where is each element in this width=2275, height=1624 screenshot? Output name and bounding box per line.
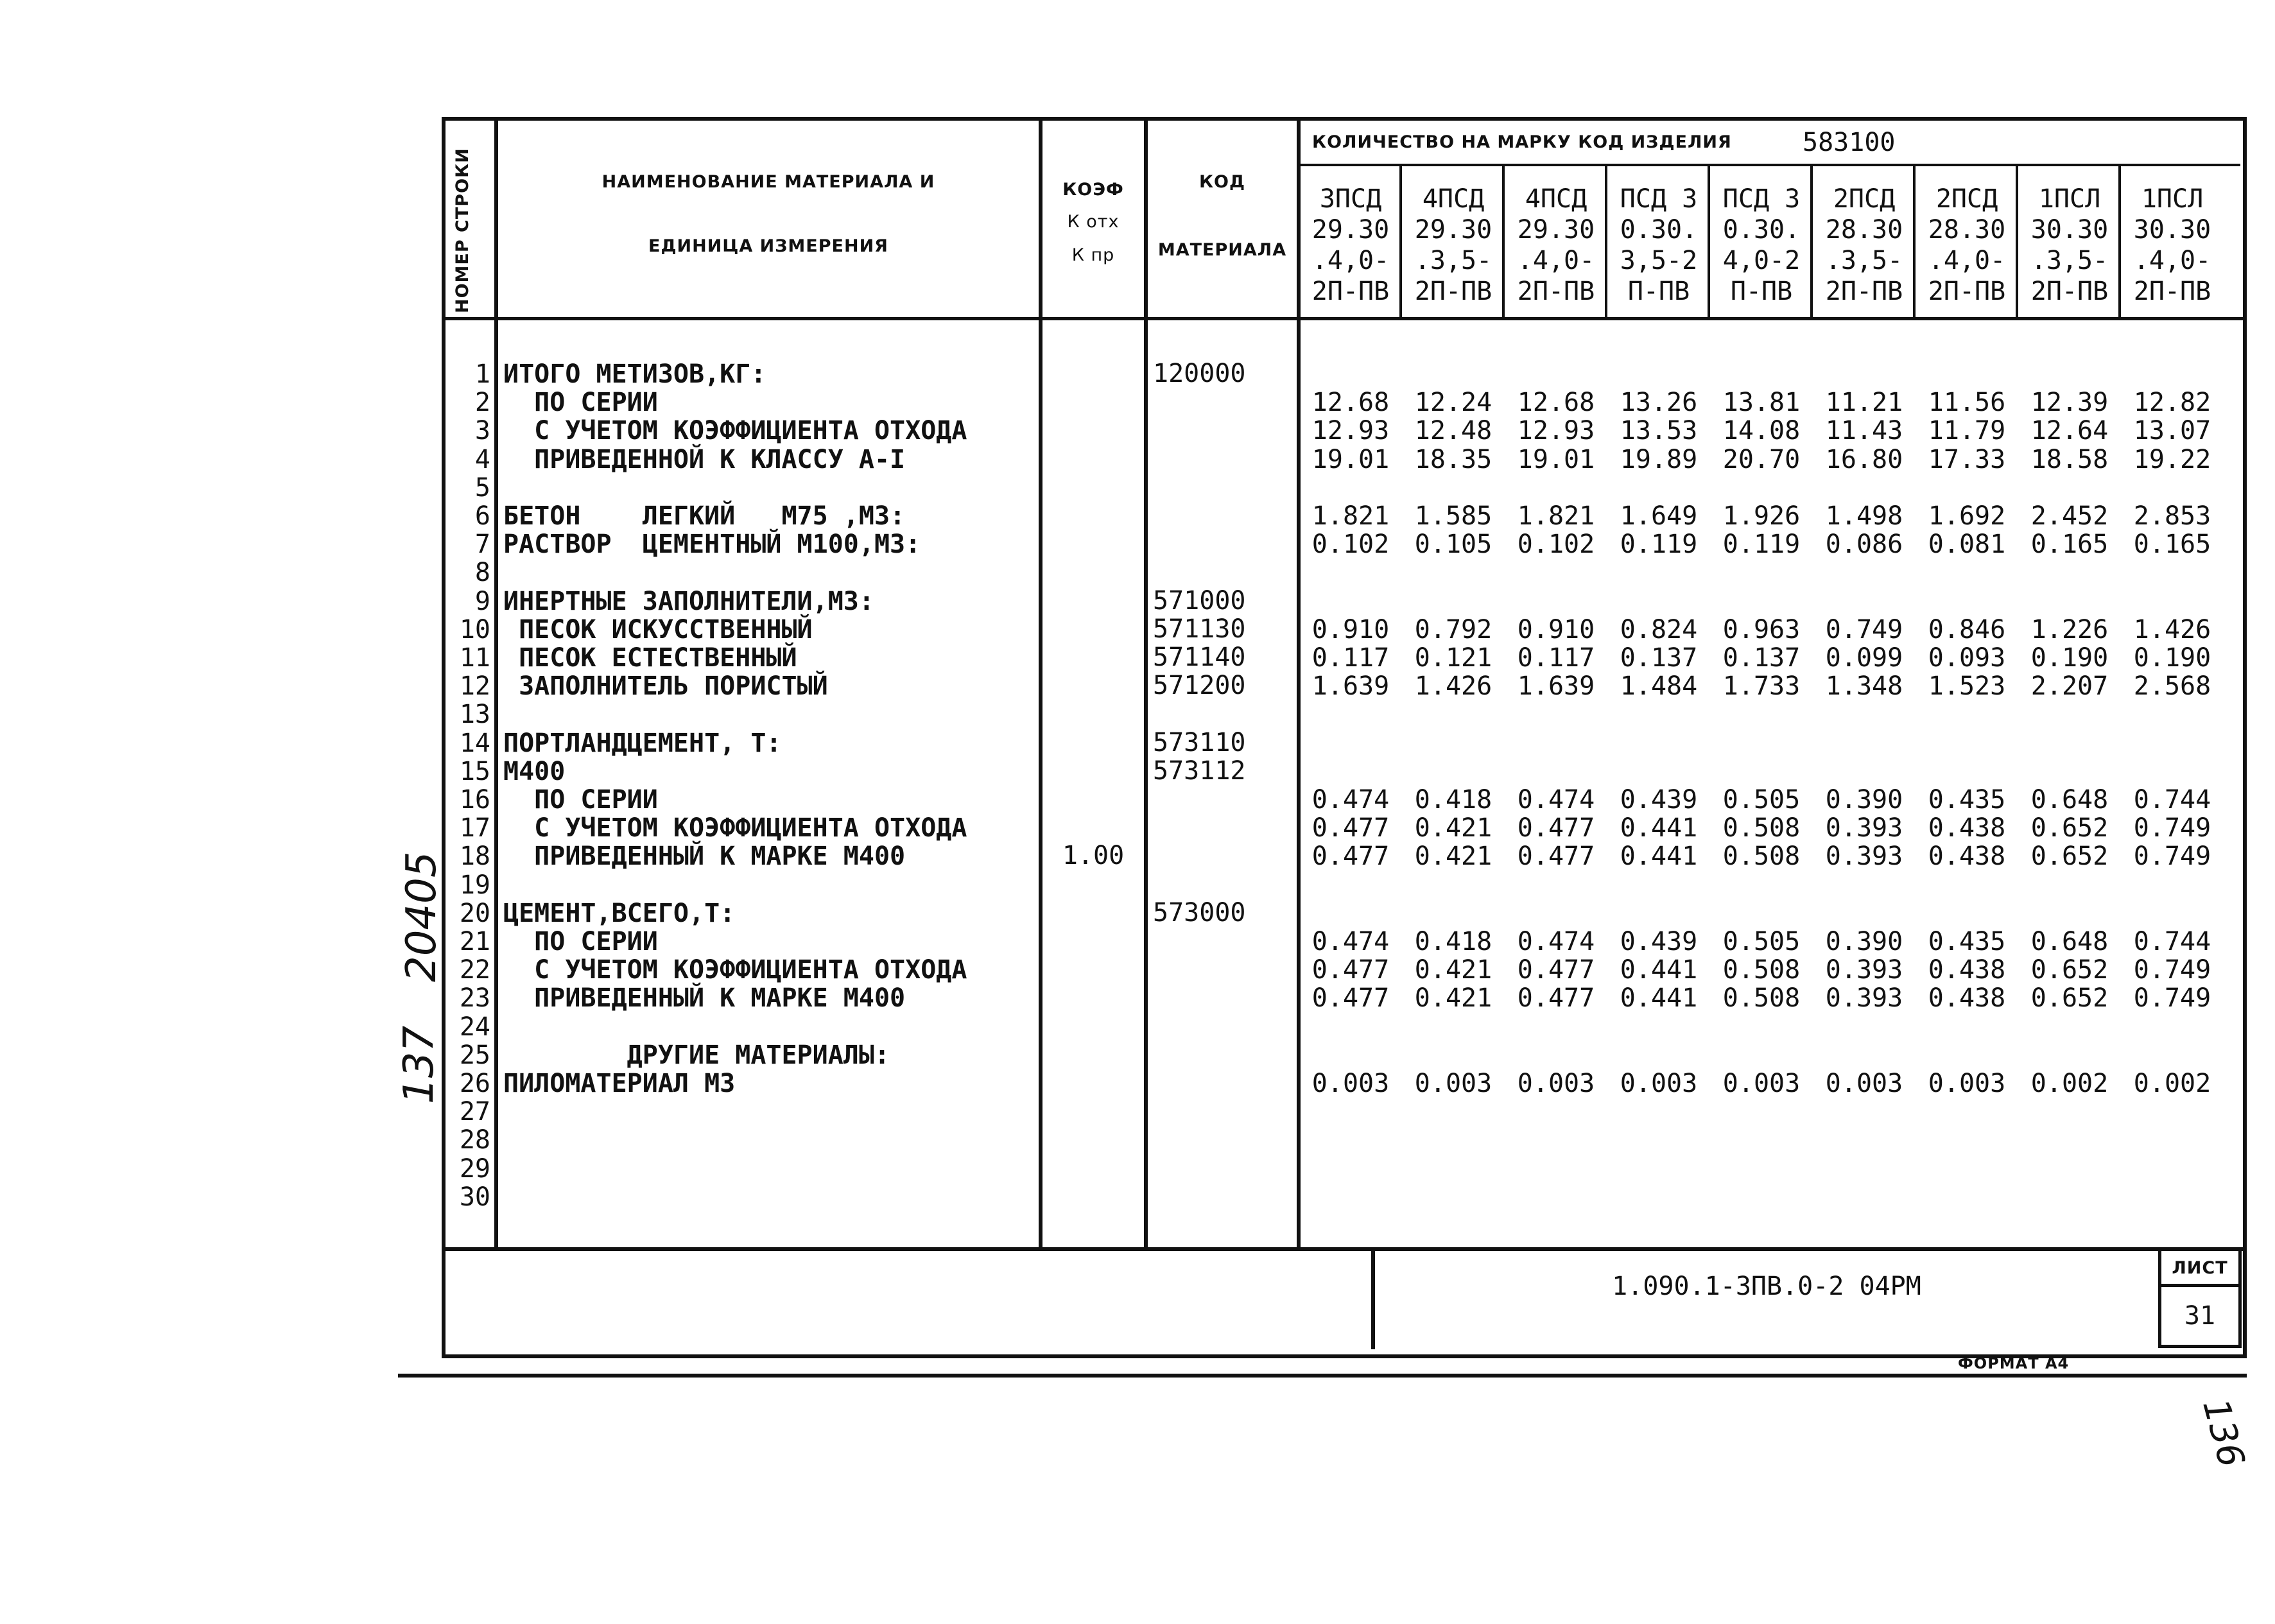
quantity-cell: 12.48 (1414, 416, 1492, 445)
quantity-cell: 12.68 (1517, 388, 1595, 417)
quantity-cell: 0.441 (1620, 842, 1698, 871)
quantity-cell: 2.853 (2133, 501, 2211, 531)
quantity-cell: 0.418 (1414, 927, 1492, 956)
material-name: ИТОГО МЕТИЗОВ,КГ: (503, 359, 766, 389)
product-mark-header-line: 3ПСД (1319, 184, 1382, 214)
quantity-cell: 0.474 (1311, 785, 1390, 815)
quantity-cell: 20.70 (1722, 445, 1801, 474)
quantity-cell: 0.418 (1414, 785, 1492, 815)
quantity-cell: 0.393 (1825, 842, 1903, 871)
quantity-cell: 11.21 (1825, 388, 1903, 417)
quantity-cell: 0.421 (1414, 983, 1492, 1013)
quantity-cell: 0.137 (1722, 643, 1801, 673)
quantity-cell: 0.652 (2030, 983, 2109, 1013)
row-number: 27 (459, 1097, 490, 1127)
quantity-cell: 0.102 (1311, 530, 1390, 559)
row-number: 30 (459, 1182, 490, 1212)
archive-number: 20405 (398, 851, 445, 982)
row-number: 12 (459, 671, 490, 701)
quantity-cell: 0.910 (1517, 615, 1595, 644)
quantity-cell: 2.568 (2133, 671, 2211, 701)
row-number: 22 (459, 955, 490, 985)
material-name: С УЧЕТОМ КОЭФФИЦИЕНТА ОТХОДА (503, 955, 967, 985)
quantity-cell: 1.639 (1517, 671, 1595, 701)
row-number: 8 (474, 558, 490, 587)
quantity-cell: 0.438 (1928, 955, 2006, 985)
quantity-cell: 0.086 (1825, 530, 1903, 559)
quantity-cell: 1.426 (2133, 615, 2211, 644)
product-mark-header-line: 2П-ПВ (1414, 277, 1492, 306)
quantity-cell: 0.003 (1722, 1069, 1801, 1098)
quantity-cell: 0.119 (1620, 530, 1698, 559)
quantity-cell: 0.165 (2030, 530, 2109, 559)
quantity-cell: 0.441 (1620, 813, 1698, 843)
row-number: 19 (459, 870, 490, 900)
code-header-line1: КОД (1198, 172, 1246, 192)
quantity-cell: 0.117 (1517, 643, 1595, 673)
material-name: ПЕСОК ИСКУССТВЕННЫЙ (503, 615, 813, 644)
quantity-cell: 0.439 (1620, 927, 1698, 956)
row-number: 28 (459, 1125, 490, 1155)
quantity-cell: 0.441 (1620, 955, 1698, 985)
name-header-line2: ЕДИНИЦА ИЗМЕРЕНИЯ (648, 236, 888, 256)
quantity-cell: 0.648 (2030, 927, 2109, 956)
quantity-cell: 0.508 (1722, 842, 1801, 871)
quantity-cell: 0.393 (1825, 955, 1903, 985)
product-mark-header-line: 30.30 (2133, 215, 2211, 245)
product-mark-header-line: .3,5- (1414, 246, 1492, 275)
quantity-cell: 11.56 (1928, 388, 2006, 417)
quantity-cell: 0.749 (2133, 955, 2211, 985)
quantity-cell: 0.652 (2030, 842, 2109, 871)
product-mark-header-line: 2П-ПВ (1517, 277, 1595, 306)
quantity-cell: 0.190 (2030, 643, 2109, 673)
quantity-cell: 0.105 (1414, 530, 1492, 559)
product-mark-header-line: 1ПСЛ (2038, 184, 2101, 214)
row-number: 24 (459, 1012, 490, 1042)
coef-header: КОЭФ (1062, 180, 1124, 200)
page-number-left: 137 (395, 1025, 443, 1104)
quantity-cell: 12.24 (1414, 388, 1492, 417)
quantity-cell: 0.439 (1620, 785, 1698, 815)
material-name: ПО СЕРИИ (503, 927, 658, 956)
quantity-cell: 0.744 (2133, 927, 2211, 956)
quantity-cell: 0.824 (1620, 615, 1698, 644)
quantity-cell: 0.749 (2133, 813, 2211, 843)
quantity-cell: 13.26 (1620, 388, 1698, 417)
quantity-cell: 19.22 (2133, 445, 2211, 474)
quantity-cell: 0.003 (1311, 1069, 1390, 1098)
quantity-cell: 0.652 (2030, 955, 2109, 985)
quantity-cell: 0.744 (2133, 785, 2211, 815)
material-code: 571000 (1153, 586, 1246, 616)
quantity-cell: 13.53 (1620, 416, 1698, 445)
material-name: С УЧЕТОМ КОЭФФИЦИЕНТА ОТХОДА (503, 813, 967, 843)
quantity-cell: 0.477 (1311, 813, 1390, 843)
quantity-cell: 0.441 (1620, 983, 1698, 1013)
body-divider (442, 1247, 2247, 1251)
quantity-cell: 12.39 (2030, 388, 2109, 417)
material-name: РАСТВОР ЦЕМЕНТНЫЙ М100,М3: (503, 530, 921, 559)
quantity-cell: 12.82 (2133, 388, 2211, 417)
quantity-cell: 0.003 (1825, 1069, 1903, 1098)
row-number: 21 (459, 927, 490, 956)
quantity-cell: 0.119 (1722, 530, 1801, 559)
quantity-cell: 0.003 (1620, 1069, 1698, 1098)
quantity-cell: 0.648 (2030, 785, 2109, 815)
quantity-cell: 12.68 (1311, 388, 1390, 417)
material-code: 573000 (1153, 898, 1246, 928)
quantity-cell: 1.484 (1620, 671, 1698, 701)
quantity-cell: 0.438 (1928, 813, 2006, 843)
product-mark-header-line: 29.30 (1311, 215, 1390, 245)
row-number: 7 (474, 530, 490, 559)
product-mark-header-line: 2П-ПВ (1928, 277, 2006, 306)
sheet-label: ЛИСТ (2172, 1258, 2228, 1278)
quantity-cell: 0.002 (2133, 1069, 2211, 1098)
quantity-cell: 17.33 (1928, 445, 2006, 474)
quantity-cell: 0.477 (1517, 813, 1595, 843)
row-number: 3 (474, 416, 490, 445)
document-code: 1.090.1-3ПВ.0-2 04РМ (1612, 1272, 1921, 1301)
product-mark-header-line: ПСД 3 (1722, 184, 1801, 214)
row-number: 16 (459, 785, 490, 815)
product-mark-header-line: .4,0- (2133, 246, 2211, 275)
product-mark-header-line: П-ПВ (1627, 277, 1690, 306)
quantity-cell: 0.099 (1825, 643, 1903, 673)
quantity-cell: 0.749 (1825, 615, 1903, 644)
quantity-cell: 14.08 (1722, 416, 1801, 445)
quantity-cell: 0.390 (1825, 927, 1903, 956)
product-mark-header-line: .3,5- (2030, 246, 2109, 275)
qty-header: КОЛИЧЕСТВО НА МАРКУ КОД ИЗДЕЛИЯ (1312, 132, 1732, 152)
material-name: ЦЕМЕНТ,ВСЕГО,Т: (503, 899, 736, 928)
coefficient-value: 1.00 (1062, 841, 1125, 870)
quantity-cell: 0.652 (2030, 813, 2109, 843)
product-mark-header-line: 29.30 (1517, 215, 1595, 245)
material-name: ПРИВЕДЕННЫЙ К МАРКЕ М400 (503, 983, 906, 1013)
row-number: 15 (459, 757, 490, 786)
material-name: ИНЕРТНЫЕ ЗАПОЛНИТЕЛИ,М3: (503, 587, 874, 616)
row-number: 18 (459, 842, 490, 871)
product-mark-header-line: П-ПВ (1730, 277, 1793, 306)
quantity-cell: 0.910 (1311, 615, 1390, 644)
row-number: 4 (474, 445, 490, 474)
row-number: 11 (459, 643, 490, 673)
row-number: 2 (474, 388, 490, 417)
product-mark-header-line: 4ПСД (1422, 184, 1485, 214)
sheet-box-divider (2158, 1284, 2242, 1287)
quantity-cell: 0.390 (1825, 785, 1903, 815)
product-mark-header-line: 28.30 (1928, 215, 2006, 245)
quantity-cell: 0.137 (1620, 643, 1698, 673)
material-name: ПО СЕРИИ (503, 785, 658, 815)
quantity-cell: 0.505 (1722, 927, 1801, 956)
quantity-cell: 1.426 (1414, 671, 1492, 701)
quantity-cell: 1.926 (1722, 501, 1801, 531)
quantity-cell: 19.01 (1311, 445, 1390, 474)
format-label: ФОРМАТ А4 (1958, 1354, 2070, 1372)
quantity-cell: 12.93 (1517, 416, 1595, 445)
qty-header-divider (1297, 164, 2240, 166)
page-bottom-rule (398, 1374, 2247, 1378)
row-number: 10 (459, 615, 490, 644)
material-code: 573112 (1153, 756, 1246, 786)
quantity-cell: 1.585 (1414, 501, 1492, 531)
quantity-cell: 0.435 (1928, 785, 2006, 815)
quantity-cell: 1.733 (1722, 671, 1801, 701)
code-header-line2: МАТЕРИАЛА (1157, 240, 1287, 260)
quantity-cell: 0.963 (1722, 615, 1801, 644)
col-line-rowno (494, 121, 498, 1249)
product-mark-header-line: .4,0- (1517, 246, 1595, 275)
quantity-cell: 1.639 (1311, 671, 1390, 701)
quantity-cell: 0.438 (1928, 842, 2006, 871)
quantity-cell: 11.43 (1825, 416, 1903, 445)
material-name: БЕТОН ЛЕГКИЙ М75 ,М3: (503, 501, 906, 531)
product-mark-header-line: 1ПСЛ (2141, 184, 2204, 214)
row-number-header: НОМЕР СТРОКИ (453, 148, 472, 313)
row-number: 20 (459, 899, 490, 928)
product-mark-header-line: 2П-ПВ (1825, 277, 1903, 306)
quantity-cell: 11.79 (1928, 416, 2006, 445)
material-code: 120000 (1153, 359, 1246, 388)
quantity-cell: 0.474 (1517, 927, 1595, 956)
quantity-cell: 18.58 (2030, 445, 2109, 474)
material-name: С УЧЕТОМ КОЭФФИЦИЕНТА ОТХОДА (503, 416, 967, 445)
material-name: ПРИВЕДЕННЫЙ К МАРКЕ М400 (503, 842, 906, 871)
quantity-cell: 19.01 (1517, 445, 1595, 474)
quantity-cell: 0.477 (1517, 842, 1595, 871)
quantity-cell: 0.393 (1825, 813, 1903, 843)
material-name: ДРУГИЕ МАТЕРИАЛЫ: (503, 1041, 890, 1070)
quantity-cell: 0.749 (2133, 983, 2211, 1013)
quantity-cell: 13.81 (1722, 388, 1801, 417)
product-mark-header-line: 2П-ПВ (1311, 277, 1390, 306)
product-mark-header-line: 2ПСД (1935, 184, 1998, 214)
col-line-coef (1144, 121, 1148, 1249)
material-name: ПИЛОМАТЕРИАЛ М3 (503, 1069, 736, 1098)
material-code: 573110 (1153, 728, 1246, 757)
quantity-cell: 0.474 (1517, 785, 1595, 815)
col-line-name (1039, 121, 1042, 1249)
material-name: ПОРТЛАНДЦЕМЕНТ, Т: (503, 729, 782, 758)
row-number: 13 (459, 700, 490, 729)
row-number: 26 (459, 1069, 490, 1098)
quantity-cell: 0.508 (1722, 813, 1801, 843)
quantity-cell: 1.821 (1517, 501, 1595, 531)
material-code: 571200 (1153, 671, 1246, 700)
product-mark-header-line: 4,0-2 (1722, 246, 1801, 275)
material-name: ЗАПОЛНИТЕЛЬ ПОРИСТЫЙ (503, 671, 828, 701)
quantity-cell: 1.649 (1620, 501, 1698, 531)
quantity-cell: 1.348 (1825, 671, 1903, 701)
row-number: 17 (459, 813, 490, 843)
quantity-cell: 0.477 (1517, 955, 1595, 985)
product-mark-header-line: 4ПСД (1525, 184, 1587, 214)
quantity-cell: 16.80 (1825, 445, 1903, 474)
material-code: 571140 (1153, 643, 1246, 672)
quantity-cell: 2.207 (2030, 671, 2109, 701)
quantity-cell: 0.002 (2030, 1069, 2109, 1098)
quantity-cell: 0.508 (1722, 983, 1801, 1013)
product-mark-header-line: 29.30 (1414, 215, 1492, 245)
coef-k-pr: К пр (1071, 245, 1115, 265)
product-mark-header-line: 28.30 (1825, 215, 1903, 245)
quantity-cell: 13.07 (2133, 416, 2211, 445)
quantity-cell: 19.89 (1620, 445, 1698, 474)
header-divider (442, 317, 2247, 320)
quantity-cell: 0.165 (2133, 530, 2211, 559)
row-number: 6 (474, 501, 490, 531)
quantity-cell: 0.477 (1311, 955, 1390, 985)
material-name: ПЕСОК ЕСТЕСТВЕННЫЙ (503, 643, 797, 673)
name-header-line1: НАИМЕНОВАНИЕ МАТЕРИАЛА И (601, 172, 935, 192)
quantity-cell: 0.505 (1722, 785, 1801, 815)
coef-k-otx: К отх (1067, 212, 1120, 232)
quantity-cell: 0.081 (1928, 530, 2006, 559)
quantity-cell: 0.421 (1414, 955, 1492, 985)
product-mark-header-line: .4,0- (1928, 246, 2006, 275)
row-number: 25 (459, 1041, 490, 1070)
quantity-cell: 1.226 (2030, 615, 2109, 644)
sheet-number: 31 (2184, 1301, 2216, 1331)
quantity-cell: 0.093 (1928, 643, 2006, 673)
row-number: 1 (474, 359, 490, 389)
material-name: ПО СЕРИИ (503, 388, 658, 417)
product-mark-header-line: 0.30. (1722, 215, 1801, 245)
quantity-cell: 18.35 (1414, 445, 1492, 474)
quantity-cell: 0.393 (1825, 983, 1903, 1013)
quantity-cell: 1.821 (1311, 501, 1390, 531)
page-number-right: 136 (2194, 1394, 2253, 1472)
material-code: 571130 (1153, 614, 1246, 644)
product-mark-header-line: 0.30. (1620, 215, 1698, 245)
quantity-cell: 0.474 (1311, 927, 1390, 956)
quantity-cell: 0.117 (1311, 643, 1390, 673)
quantity-cell: 0.190 (2133, 643, 2211, 673)
quantity-cell: 0.846 (1928, 615, 2006, 644)
product-mark-header-line: 2П-ПВ (2133, 277, 2211, 306)
product-mark-header-line: .4,0- (1311, 246, 1390, 275)
material-name: М400 (503, 757, 566, 786)
quantity-cell: 0.438 (1928, 983, 2006, 1013)
row-number: 29 (459, 1154, 490, 1184)
product-mark-header-line: .3,5- (1825, 246, 1903, 275)
row-number: 23 (459, 983, 490, 1013)
row-number: 14 (459, 729, 490, 758)
product-mark-header-line: 30.30 (2030, 215, 2109, 245)
quantity-cell: 0.421 (1414, 813, 1492, 843)
quantity-cell: 1.523 (1928, 671, 2006, 701)
quantity-cell: 12.64 (2030, 416, 2109, 445)
material-name: ПРИВЕДЕННОЙ К КЛАССУ А-I (503, 445, 906, 474)
quantity-cell: 0.749 (2133, 842, 2211, 871)
quantity-cell: 0.421 (1414, 842, 1492, 871)
quantity-cell: 0.792 (1414, 615, 1492, 644)
quantity-cell: 0.121 (1414, 643, 1492, 673)
quantity-cell: 0.003 (1414, 1069, 1492, 1098)
product-mark-header-line: 2ПСД (1833, 184, 1896, 214)
quantity-cell: 0.477 (1311, 983, 1390, 1013)
quantity-cell: 12.93 (1311, 416, 1390, 445)
product-code: 583100 (1803, 128, 1896, 157)
quantity-cell: 0.102 (1517, 530, 1595, 559)
row-number: 9 (474, 587, 490, 616)
product-mark-header-line: 2П-ПВ (2030, 277, 2109, 306)
quantity-cell: 1.498 (1825, 501, 1903, 531)
product-mark-header-line: 3,5-2 (1620, 246, 1698, 275)
quantity-cell: 1.692 (1928, 501, 2006, 531)
quantity-cell: 0.003 (1517, 1069, 1595, 1098)
quantity-cell: 2.452 (2030, 501, 2109, 531)
quantity-cell: 0.435 (1928, 927, 2006, 956)
quantity-cell: 0.477 (1311, 842, 1390, 871)
quantity-cell: 0.508 (1722, 955, 1801, 985)
row-number: 5 (474, 473, 490, 503)
quantity-cell: 0.477 (1517, 983, 1595, 1013)
product-mark-header-line: ПСД 3 (1620, 184, 1698, 214)
quantity-cell: 0.003 (1928, 1069, 2006, 1098)
